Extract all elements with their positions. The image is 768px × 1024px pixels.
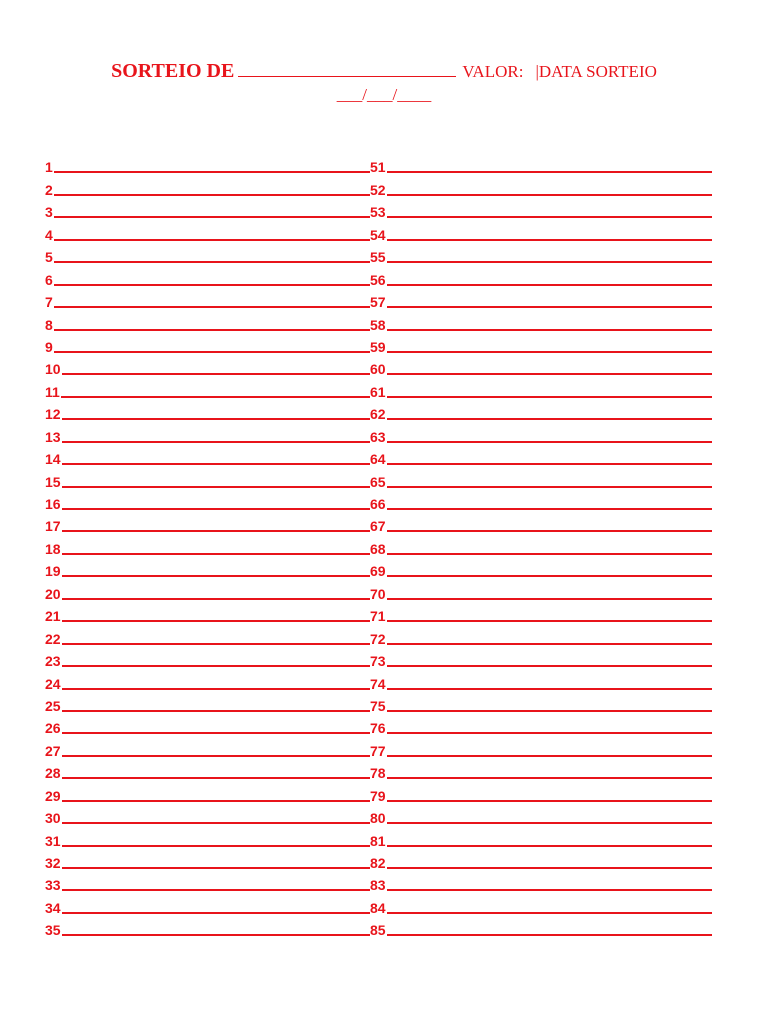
number-entry[interactable] [370, 668, 712, 690]
entry-number: 17 [45, 518, 61, 535]
entry-number: 29 [45, 787, 61, 804]
right-column [370, 152, 712, 937]
entry-number: 20 [45, 585, 61, 602]
entry-number: 81 [370, 832, 386, 849]
name-blank-line[interactable] [387, 216, 712, 218]
name-blank-line[interactable] [62, 710, 370, 712]
entry-number: 22 [45, 630, 61, 647]
entry-number: 28 [45, 765, 61, 782]
number-entry[interactable] [45, 915, 370, 937]
entry-number: 3 [45, 204, 53, 221]
name-blank-line[interactable] [62, 912, 370, 914]
name-blank-line[interactable] [387, 845, 712, 847]
entry-number: 73 [370, 653, 386, 670]
name-blank-line[interactable] [387, 171, 712, 173]
entry-number: 63 [370, 428, 386, 445]
name-blank-line[interactable] [387, 306, 712, 308]
name-blank-line[interactable] [62, 800, 370, 802]
name-blank-line[interactable] [387, 665, 712, 667]
name-blank-line[interactable] [387, 508, 712, 510]
entry-number: 59 [370, 338, 386, 355]
number-entry[interactable] [45, 623, 370, 645]
name-blank-line[interactable] [62, 755, 370, 757]
entry-number: 2 [45, 181, 53, 198]
name-blank-line[interactable] [387, 889, 712, 891]
entry-number: 83 [370, 877, 386, 894]
entry-number: 13 [45, 428, 61, 445]
number-entry[interactable] [45, 152, 370, 174]
raffle-title: SORTEIO DE [111, 60, 235, 82]
name-blank-line[interactable] [54, 284, 370, 286]
name-blank-line[interactable] [54, 261, 370, 263]
entry-number: 70 [370, 585, 386, 602]
entry-number: 9 [45, 338, 53, 355]
entry-number: 75 [370, 697, 386, 714]
entry-number: 23 [45, 653, 61, 670]
name-blank-line[interactable] [387, 934, 712, 936]
name-blank-line[interactable] [387, 486, 712, 488]
number-entry[interactable] [45, 713, 370, 735]
number-entry[interactable] [370, 691, 712, 713]
name-blank-line[interactable] [62, 688, 370, 690]
number-entry[interactable] [370, 870, 712, 892]
name-blank-line[interactable] [61, 396, 370, 398]
entry-number: 19 [45, 563, 61, 580]
name-blank-line[interactable] [62, 845, 370, 847]
name-blank-line[interactable] [62, 620, 370, 622]
entry-number: 67 [370, 518, 386, 535]
number-entry[interactable] [45, 287, 370, 309]
number-entry[interactable] [370, 713, 712, 735]
number-entry[interactable] [370, 646, 712, 668]
name-blank-line[interactable] [387, 329, 712, 331]
number-entry[interactable] [370, 354, 712, 376]
entry-number: 12 [45, 406, 61, 423]
name-blank-line[interactable] [62, 508, 370, 510]
entry-number: 71 [370, 608, 386, 625]
name-blank-line[interactable] [62, 486, 370, 488]
entry-number: 74 [370, 675, 386, 692]
name-blank-line[interactable] [387, 575, 712, 577]
entry-number: 7 [45, 294, 53, 311]
name-blank-line[interactable] [387, 463, 712, 465]
name-blank-line[interactable] [62, 643, 370, 645]
entry-number: 76 [370, 720, 386, 737]
number-entry[interactable] [370, 892, 712, 914]
number-entry[interactable] [45, 489, 370, 511]
number-entry[interactable] [45, 421, 370, 443]
name-blank-line[interactable] [387, 239, 712, 241]
number-entry[interactable] [45, 556, 370, 578]
number-entry[interactable] [370, 242, 712, 264]
name-blank-line[interactable] [62, 441, 370, 443]
number-entry[interactable] [45, 219, 370, 241]
number-entry[interactable] [370, 399, 712, 421]
name-blank-line[interactable] [54, 194, 370, 196]
name-blank-line[interactable] [387, 351, 712, 353]
name-blank-line[interactable] [54, 329, 370, 331]
name-blank-line[interactable] [387, 441, 712, 443]
entry-number: 61 [370, 383, 386, 400]
entry-number: 52 [370, 181, 386, 198]
name-blank-line[interactable] [54, 216, 370, 218]
name-blank-line[interactable] [62, 934, 370, 936]
number-entry[interactable] [45, 735, 370, 757]
number-entry[interactable] [370, 735, 712, 757]
name-blank-line[interactable] [62, 575, 370, 577]
number-entry[interactable] [45, 174, 370, 196]
name-blank-line[interactable] [387, 530, 712, 532]
entry-number: 15 [45, 473, 61, 490]
number-entry[interactable] [370, 219, 712, 241]
valor-label: VALOR: [462, 62, 524, 81]
number-entry[interactable] [45, 892, 370, 914]
name-blank-line[interactable] [387, 194, 712, 196]
number-entry[interactable] [45, 197, 370, 219]
entry-number: 32 [45, 855, 61, 871]
number-entry[interactable] [370, 556, 712, 578]
name-blank-line[interactable] [54, 306, 370, 308]
name-blank-line[interactable] [62, 822, 370, 824]
entry-number: 33 [45, 877, 61, 894]
entry-number: 34 [45, 899, 61, 916]
header-line-1 [0, 58, 768, 83]
entry-number: 65 [370, 473, 386, 490]
entry-number: 1 [45, 159, 53, 176]
number-entry[interactable] [370, 264, 712, 286]
entry-number: 54 [370, 226, 386, 243]
entry-number: 58 [370, 316, 386, 333]
number-entry[interactable] [370, 309, 712, 331]
entry-number: 8 [45, 316, 53, 333]
name-blank-line[interactable] [387, 867, 712, 869]
entry-number: 10 [45, 361, 61, 378]
number-entry[interactable] [370, 780, 712, 802]
entry-number: 56 [370, 271, 386, 288]
number-entry[interactable] [45, 691, 370, 713]
entry-number: 6 [45, 271, 53, 288]
entry-number: 72 [370, 630, 386, 647]
number-entry[interactable] [45, 466, 370, 488]
data-sorteio-label: DATA SORTEIO [538, 62, 657, 81]
entry-number: 77 [370, 742, 386, 759]
entry-number: 11 [45, 383, 60, 400]
number-entry[interactable] [370, 287, 712, 309]
name-blank-line[interactable] [387, 373, 712, 375]
name-blank-line[interactable] [62, 598, 370, 600]
name-blank-line[interactable] [387, 710, 712, 712]
name-blank-line[interactable] [387, 284, 712, 286]
entry-number: 27 [45, 742, 61, 759]
entry-number: 16 [45, 496, 61, 512]
number-entry[interactable] [45, 601, 370, 623]
number-entry[interactable] [370, 915, 712, 937]
name-blank-line[interactable] [387, 912, 712, 914]
number-entry[interactable] [370, 623, 712, 645]
number-entry[interactable] [45, 825, 370, 847]
entry-number: 78 [370, 765, 386, 782]
date-blank[interactable]: ___/___/____ [336, 85, 432, 104]
name-blank-line[interactable] [387, 553, 712, 555]
entry-number: 18 [45, 540, 61, 557]
number-entry[interactable] [370, 466, 712, 488]
name-blank-line[interactable] [387, 732, 712, 734]
name-blank-line[interactable] [62, 530, 370, 532]
entry-number: 60 [370, 361, 386, 378]
raffle-header [0, 58, 768, 105]
number-entry[interactable] [370, 376, 712, 398]
entry-number: 30 [45, 810, 61, 827]
entry-number: 35 [45, 922, 61, 939]
number-entry[interactable] [45, 668, 370, 690]
entry-number: 31 [45, 832, 61, 849]
entry-number: 26 [45, 720, 61, 737]
number-entry[interactable] [45, 309, 370, 331]
entry-number: 64 [370, 451, 386, 468]
name-blank-line[interactable] [387, 261, 712, 263]
number-entry[interactable] [45, 803, 370, 825]
name-blank-line[interactable] [387, 800, 712, 802]
number-entry[interactable] [45, 242, 370, 264]
number-entry[interactable] [370, 152, 712, 174]
entry-number: 68 [370, 540, 386, 557]
entry-number: 85 [370, 922, 386, 939]
name-blank-line[interactable] [62, 463, 370, 465]
entry-number: 14 [45, 451, 61, 468]
number-entry[interactable] [370, 758, 712, 780]
number-entry[interactable] [45, 444, 370, 466]
number-entry[interactable] [45, 758, 370, 780]
name-blank-line[interactable] [387, 643, 712, 645]
name-blank-line[interactable] [62, 553, 370, 555]
name-blank-line[interactable] [387, 396, 712, 398]
number-entry[interactable] [45, 646, 370, 668]
entry-number: 79 [370, 787, 386, 804]
number-entry[interactable] [370, 444, 712, 466]
number-entry[interactable] [370, 803, 712, 825]
number-entry[interactable] [370, 489, 712, 511]
name-blank-line[interactable] [62, 732, 370, 734]
number-entry[interactable] [45, 780, 370, 802]
entry-number: 82 [370, 855, 386, 871]
number-entry[interactable] [45, 533, 370, 555]
name-blank-line[interactable] [387, 688, 712, 690]
number-list [45, 152, 725, 937]
number-entry[interactable] [370, 332, 712, 354]
number-entry[interactable] [45, 332, 370, 354]
number-entry[interactable] [370, 848, 712, 870]
entry-number: 5 [45, 249, 53, 266]
number-entry[interactable] [370, 174, 712, 196]
entry-number: 66 [370, 496, 386, 512]
number-entry[interactable] [370, 197, 712, 219]
entry-number: 57 [370, 294, 386, 311]
number-entry[interactable] [370, 578, 712, 600]
entry-number: 53 [370, 204, 386, 221]
name-blank-line[interactable] [387, 620, 712, 622]
name-blank-line[interactable] [62, 665, 370, 667]
entry-number: 4 [45, 226, 53, 243]
entry-number: 55 [370, 249, 386, 266]
number-entry[interactable] [370, 533, 712, 555]
name-blank-line[interactable] [387, 822, 712, 824]
number-entry[interactable] [370, 511, 712, 533]
number-entry[interactable] [45, 264, 370, 286]
entry-number: 24 [45, 675, 61, 692]
entry-number: 62 [370, 406, 386, 423]
entry-number: 25 [45, 697, 61, 714]
number-entry[interactable] [45, 578, 370, 600]
number-entry[interactable] [45, 376, 370, 398]
number-entry[interactable] [45, 399, 370, 421]
entry-number: 69 [370, 563, 386, 580]
name-blank-line[interactable] [387, 418, 712, 420]
number-entry[interactable] [370, 421, 712, 443]
name-blank-line[interactable] [62, 373, 370, 375]
name-blank-line[interactable] [387, 777, 712, 779]
name-blank-line[interactable] [387, 755, 712, 757]
name-blank-line[interactable] [62, 418, 370, 420]
entry-number: 21 [45, 608, 61, 625]
number-entry[interactable] [45, 354, 370, 376]
number-entry[interactable] [370, 825, 712, 847]
number-entry[interactable] [45, 511, 370, 533]
name-blank-line[interactable] [62, 889, 370, 891]
number-entry[interactable] [45, 870, 370, 892]
number-entry[interactable] [45, 848, 370, 870]
raffle-name-blank[interactable] [238, 58, 456, 77]
entry-number: 84 [370, 899, 386, 916]
name-blank-line[interactable] [54, 171, 370, 173]
entry-number: 80 [370, 810, 386, 827]
separator: | [535, 62, 539, 81]
name-blank-line[interactable] [62, 777, 370, 779]
name-blank-line[interactable] [387, 598, 712, 600]
entry-number: 51 [370, 159, 386, 176]
name-blank-line[interactable] [54, 239, 370, 241]
left-column [45, 152, 370, 937]
name-blank-line[interactable] [62, 867, 370, 869]
number-entry[interactable] [370, 601, 712, 623]
name-blank-line[interactable] [54, 351, 370, 353]
